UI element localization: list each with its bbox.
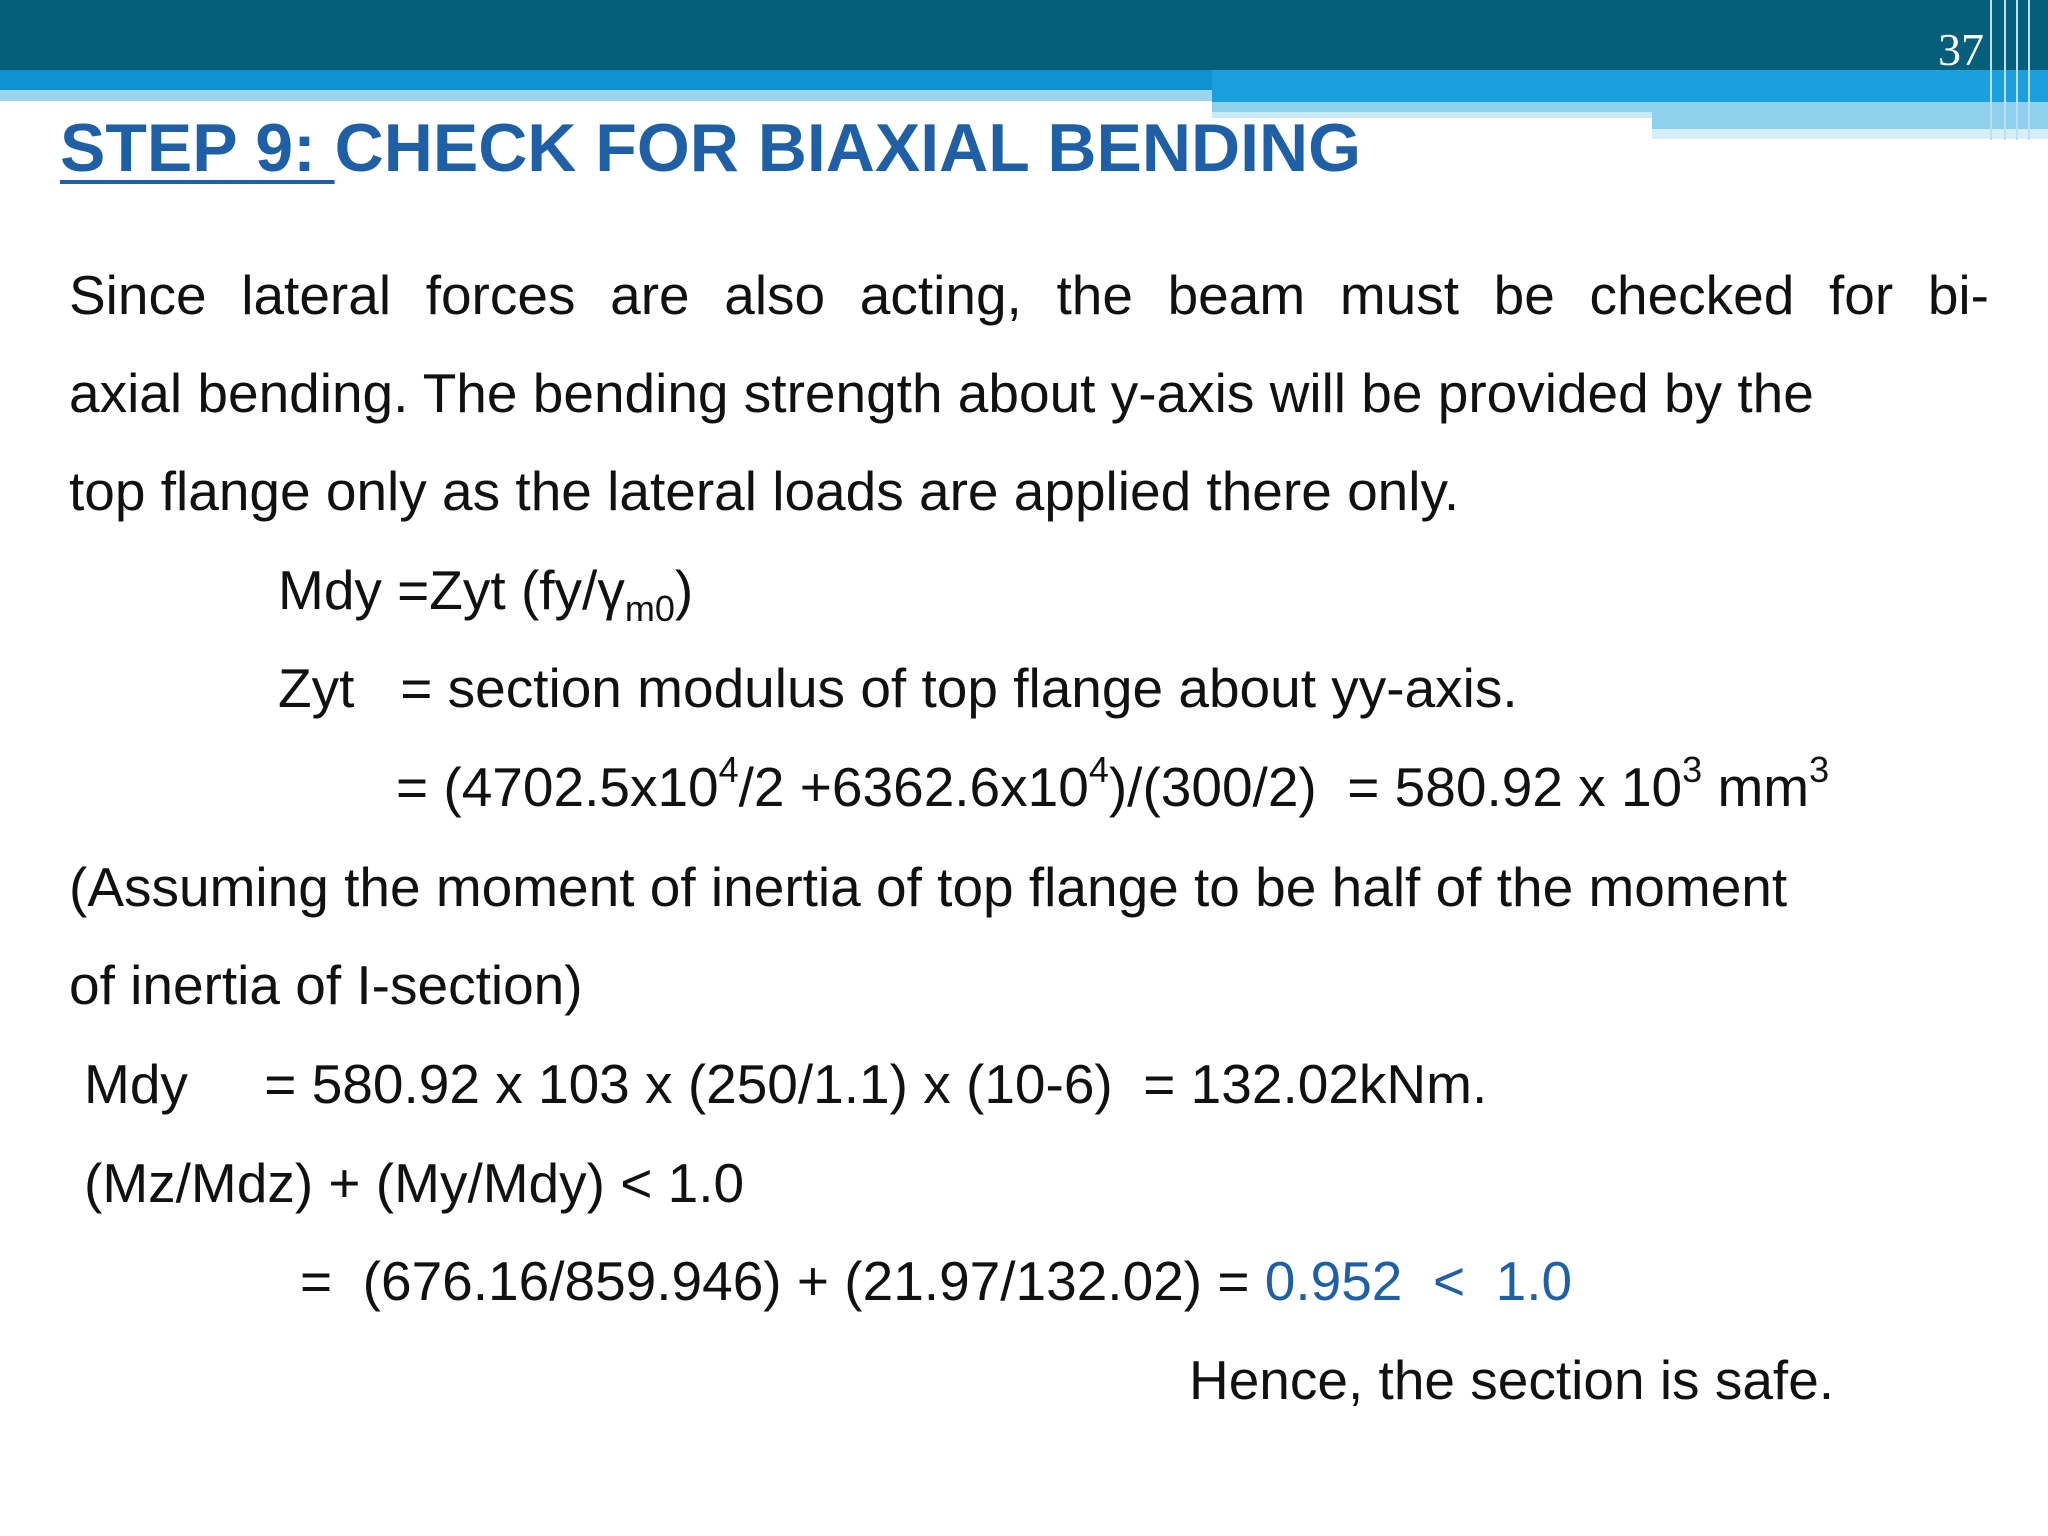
header-divider-line [2004, 0, 2006, 140]
zyt-calculation [396, 749, 1830, 822]
slide-number: 37 [1938, 24, 1984, 75]
header-band-light [0, 90, 1212, 101]
assumption-line-1: (Assuming the moment of inertia of top flange to be half of the moment [69, 856, 1788, 918]
intro-word: beam [1167, 264, 1306, 326]
slide-title-step: STEP 9: [60, 110, 335, 186]
header-divider-line [2028, 0, 2030, 140]
assumption-line-2: of inertia of I-section) [69, 954, 583, 1016]
intro-word: bi- [1927, 264, 1989, 326]
intro-word: must [1339, 264, 1460, 326]
conclusion: Hence, the section is safe. [1189, 1349, 1835, 1411]
zyt-calc-exponent: 3 [1809, 749, 1830, 790]
formula-mdy-subscript: m0 [624, 588, 675, 629]
intro-word: for [1828, 264, 1894, 326]
zyt-calc-part: = (4702.5x10 [396, 756, 719, 818]
intro-word: are [610, 264, 690, 326]
zyt-calc-part: )/(300/2) = 580.92 x 10 [1108, 756, 1683, 818]
interaction-result [300, 1246, 1572, 1316]
header-band-right [1212, 70, 2048, 102]
interaction-result-expression: = (676.16/859.946) + (21.97/132.02) = [300, 1250, 1265, 1312]
header-band-corner-light [1652, 129, 2048, 139]
zyt-calc-part: /2 +6362.6x10 [738, 756, 1089, 818]
slide-title-text: CHECK FOR BIAXIAL BENDING [334, 110, 1361, 186]
zyt-calc-exponent: 4 [1088, 749, 1109, 790]
interaction-result-value: 0.952 < 1.0 [1264, 1250, 1573, 1312]
intro-word: forces [425, 264, 576, 326]
header-band-dark [0, 0, 2048, 70]
zyt-definition: Zyt = section modulus of top flange about yy-axis. [278, 657, 1518, 719]
header-band-corner [1652, 102, 2048, 129]
header-divider-line [1990, 0, 1992, 140]
header-divider-line [2016, 0, 2018, 140]
mdy-calculation: Mdy = 580.92 x 103 x (250/1.1) x (10-6) = 132.02kNm. [84, 1053, 1488, 1115]
header-band-blue [0, 70, 1212, 90]
intro-word: also [724, 264, 826, 326]
intro-line-1 [69, 260, 1989, 330]
formula-mdy-text: Mdy =Zyt (fy/γ [278, 559, 625, 621]
intro-word: Since [69, 264, 207, 326]
intro-word: lateral [241, 264, 392, 326]
formula-mdy [278, 555, 694, 629]
formula-mdy-close: ) [674, 559, 694, 621]
zyt-calc-part: mm [1702, 756, 1810, 818]
slide-title [60, 106, 1361, 190]
intro-line-2: axial bending. The bending strength about y-axis will be provided by the [69, 362, 1814, 424]
intro-word: acting, [859, 264, 1022, 326]
intro-word: the [1056, 264, 1133, 326]
intro-word: checked [1589, 264, 1795, 326]
interaction-formula: (Mz/Mdz) + (My/Mdy) < 1.0 [84, 1152, 745, 1214]
intro-line-3: top flange only as the lateral loads are applied there only. [69, 460, 1460, 522]
zyt-calc-exponent: 3 [1682, 749, 1703, 790]
zyt-calc-exponent: 4 [718, 749, 739, 790]
intro-word: be [1493, 264, 1555, 326]
